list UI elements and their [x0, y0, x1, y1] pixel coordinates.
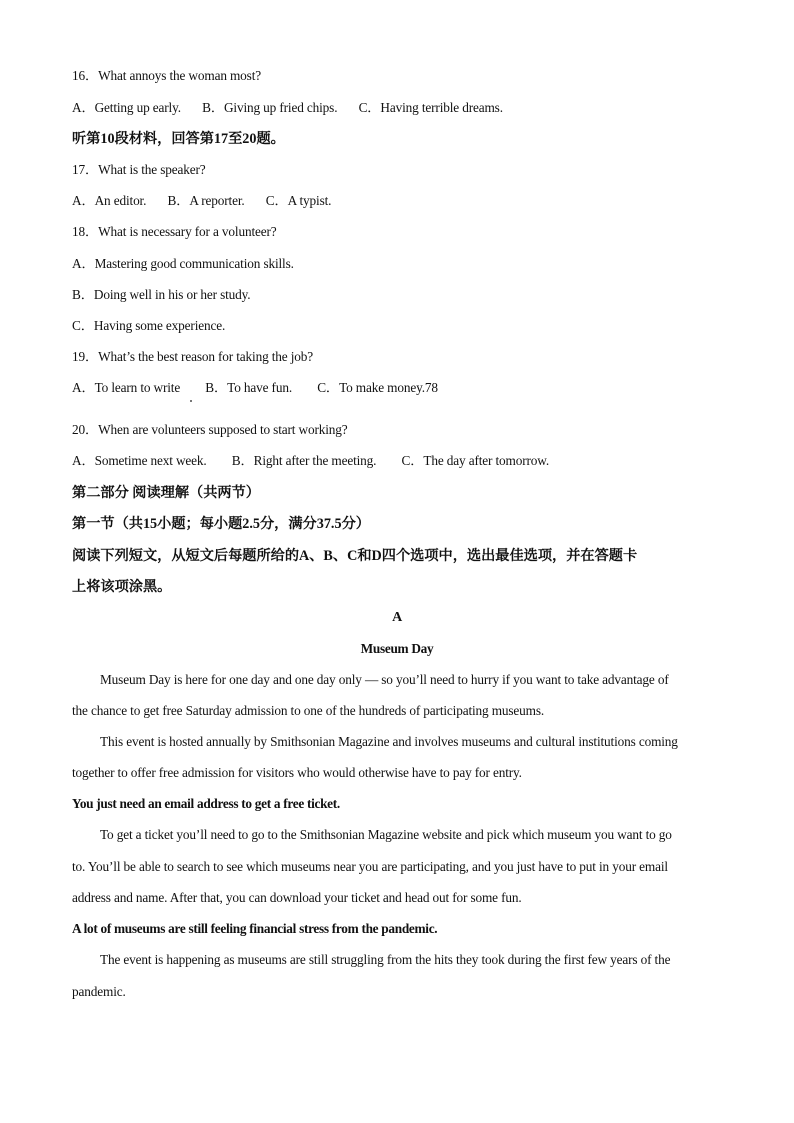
- question-17-option-c: C．A typist.: [265, 193, 332, 208]
- part-2-instructions-line-1: 阅读下列短文，从短文后每题所给的A、B、C和D四个选项中，选出最佳选项，并在答题卡: [72, 548, 638, 564]
- question-20-option-b: B．Right after the meeting.: [231, 453, 377, 468]
- question-17-options: [72, 192, 331, 210]
- question-20-options: [72, 452, 549, 470]
- question-16-stem: 16．What annoys the woman most?: [72, 68, 262, 83]
- passage-line-10: The event is happening as museums are still struggling from the hits they took during the first few years of the: [100, 952, 671, 967]
- question-17-option-b: B．A reporter.: [167, 193, 245, 208]
- passage-line-1: Museum Day is here for one day and one day only — so you’ll need to hurry if you want to take advantage of: [100, 672, 669, 687]
- question-17-stem: 17．What is the speaker?: [72, 162, 206, 177]
- passage-line-8: address and name. After that, you can download your ticket and head out for some fun.: [72, 890, 522, 905]
- part-2-section-1-title: 第一节（共15小题；每小题2.5分，满分37.5分）: [72, 516, 370, 532]
- passage-letter: A: [392, 610, 402, 625]
- question-20-stem: 20．When are volunteers supposed to start working?: [72, 422, 348, 437]
- passage-subheading-pandemic: A lot of museums are still feeling financial stress from the pandemic.: [72, 921, 438, 936]
- passage-line-11: pandemic.: [72, 984, 126, 999]
- part-2-title: 第二部分 阅读理解（共两节）: [72, 485, 260, 501]
- question-20-option-a: A．Sometime next week.: [72, 453, 207, 468]
- question-18-option-c: C．Having some experience.: [72, 318, 226, 333]
- question-19-option-a: A．To learn to write: [72, 380, 181, 395]
- question-16-option-b: B．Giving up fried chips.: [202, 100, 338, 115]
- passage-line-2: the chance to get free Saturday admission to one of the hundreds of participating museums.: [72, 703, 545, 718]
- passage-line-6: To get a ticket you’ll need to go to the Smithsonian Magazine website and pick which museum you want to go: [100, 827, 672, 842]
- question-19-option-b: B．To have fun.: [205, 380, 293, 395]
- question-19-options: [72, 379, 438, 397]
- passage-subheading-email: You just need an email address to get a free ticket.: [72, 796, 340, 811]
- question-19-stem: 19．What’s the best reason for taking the job?: [72, 349, 314, 364]
- question-16-option-c: C．Having terrible dreams.: [358, 100, 503, 115]
- question-18-option-a: A．Mastering good communication skills.: [72, 256, 294, 271]
- question-16-option-a: A．Getting up early.: [72, 100, 181, 115]
- question-17-option-a: A．An editor.: [72, 193, 147, 208]
- passage-line-7: to. You’ll be able to search to see which museums near you are participating, and you just have to put in your email: [72, 859, 668, 874]
- question-20-option-c: C．The day after tomorrow.: [401, 453, 550, 468]
- passage-title: Museum Day: [360, 641, 434, 656]
- question-19-option-c: C．To make money.78: [317, 380, 438, 395]
- passage-line-4: together to offer free admission for visitors who would otherwise have to pay for entry.: [72, 765, 522, 780]
- stray-dot-mark: [190, 400, 192, 402]
- section-10-heading: 听第10段材料，回答第17至20题。: [72, 131, 285, 147]
- question-16-options: [72, 99, 503, 117]
- question-18-option-b: B．Doing well in his or her study.: [72, 287, 251, 302]
- question-18-stem: 18．What is necessary for a volunteer?: [72, 224, 277, 239]
- passage-line-3: This event is hosted annually by Smithsonian Magazine and involves museums and cultural institutions coming: [100, 734, 678, 749]
- part-2-instructions-line-2: 上将该项涂黑。: [72, 579, 172, 595]
